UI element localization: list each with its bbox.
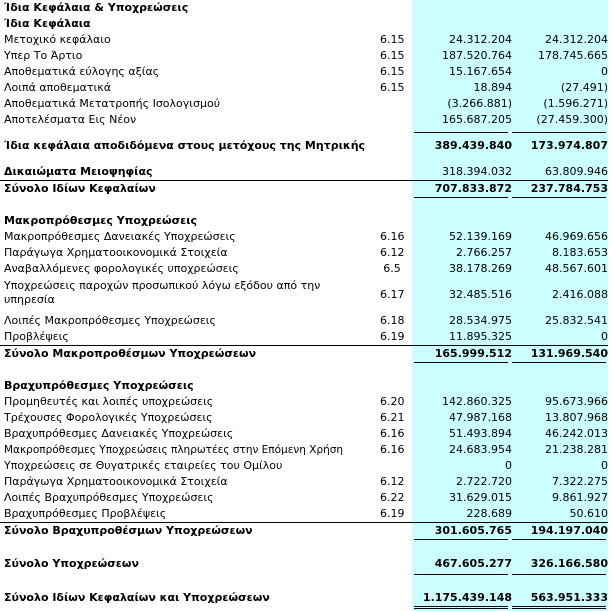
row-value-current: 301.605.765 xyxy=(434,524,512,537)
row-value-current: 467.605.277 xyxy=(434,557,512,570)
row-label: Λοιπά αποθεματικά xyxy=(4,81,111,94)
row-value-current: 228.689 xyxy=(466,507,512,520)
row-note: 6.16 xyxy=(380,427,405,440)
row-value-prior: 48.567.601 xyxy=(545,262,608,275)
equity-heading-row xyxy=(0,16,612,32)
row-value-prior: 326.166.580 xyxy=(530,557,608,570)
row-value-current: 15.167.654 xyxy=(449,65,512,78)
equity-heading: Ίδια Κεφάλαια xyxy=(4,17,91,30)
table-row xyxy=(0,490,612,506)
table-row xyxy=(0,474,612,490)
row-value-prior: 50.610 xyxy=(569,507,608,520)
row-note: 6.15 xyxy=(380,33,405,46)
row-value-current: 2.722.720 xyxy=(456,475,512,488)
row-note: 6.19 xyxy=(380,507,405,520)
row-value-prior: 13.807.968 xyxy=(545,411,608,424)
row-note: 6.15 xyxy=(380,65,405,78)
section-title-row xyxy=(0,0,612,16)
row-label: Σύνολο Ιδίων Κεφαλαίων xyxy=(4,182,156,195)
table-row xyxy=(0,279,612,311)
row-value-current: 2.766.257 xyxy=(456,246,512,259)
row-label: Σύνολο Υποχρεώσεων xyxy=(4,557,139,570)
equity-parent-row xyxy=(0,138,612,154)
row-value-current: 32.485.516 xyxy=(449,288,512,301)
row-value-current: 18.894 xyxy=(473,81,512,94)
row-value-current: 165.687.205 xyxy=(442,113,512,126)
row-value-current: 165.999.512 xyxy=(434,347,512,360)
total-underline xyxy=(512,539,606,540)
row-value-prior: 95.673.966 xyxy=(545,395,608,408)
table-row xyxy=(0,80,612,96)
table-row xyxy=(0,426,612,442)
row-value-current: 389.439.840 xyxy=(434,139,512,152)
row-value-current: 51.493.894 xyxy=(449,427,512,440)
table-row xyxy=(0,394,612,410)
row-value-current: 187.520.764 xyxy=(442,49,512,62)
total-underline xyxy=(512,574,606,575)
table-row xyxy=(0,410,612,426)
row-label: Λοιπές Μακροπρόθεσμες Υποχρεώσεις xyxy=(4,314,216,327)
row-value-prior: 24.312.204 xyxy=(545,33,608,46)
row-label: Παράγωγα Χρηματοοικονομικά Στοιχεία xyxy=(4,475,228,488)
row-value-prior: 2.416.088 xyxy=(552,288,608,301)
row-value-current: 38.178.269 xyxy=(449,262,512,275)
row-label: Μακροπρόθεσμες Δανειακές Υποχρεώσεις xyxy=(4,230,236,243)
total-underline xyxy=(414,362,508,363)
row-note: 6.5 xyxy=(383,262,401,275)
row-label: Αποθεματικά εύλογης αξίας xyxy=(4,65,160,78)
total-underline xyxy=(414,197,508,198)
row-value-prior: 21.238.281 xyxy=(545,443,608,456)
row-note: 6.22 xyxy=(380,491,405,504)
row-label: Τρέχουσες Φορολογικές Υποχρεώσεις xyxy=(4,411,213,424)
table-row xyxy=(0,458,612,474)
row-note: 6.15 xyxy=(380,49,405,62)
grand-total-underline xyxy=(512,606,606,607)
row-label: Βραχυπρόθεσμες Προβλέψεις xyxy=(4,507,167,520)
subtotal-rule xyxy=(512,132,606,133)
row-value-current: 52.139.169 xyxy=(449,230,512,243)
short-term-heading-row xyxy=(0,378,612,394)
row-note: 6.19 xyxy=(380,330,405,343)
row-label: Μετοχικό κεφάλαιο xyxy=(4,33,111,46)
row-note: 6.17 xyxy=(380,288,405,301)
row-label: Σύνολο Βραχυπροθέσμων Υποχρεώσεων xyxy=(4,524,253,537)
row-value-prior: 63.809.946 xyxy=(545,165,608,178)
table-row xyxy=(0,32,612,48)
row-value-current: 24.312.204 xyxy=(449,33,512,46)
row-value-current: 24.683.954 xyxy=(449,443,512,456)
row-label: Λοιπές Βραχυπρόθεσμες Υποχρεώσεις xyxy=(4,491,214,504)
row-label: Δικαιώματα Μειοψηφίας xyxy=(4,165,153,178)
page-title: Ίδια Κεφάλαια & Υποχρεώσεις xyxy=(4,1,189,14)
row-value-current: 0 xyxy=(505,459,512,472)
row-label: Βραχυπρόθεσμες Δανειακές Υποχρεώσεις xyxy=(4,427,234,440)
grand-total-underline xyxy=(512,608,606,609)
row-value-current: 707.833.872 xyxy=(434,182,512,195)
row-value-prior: 178.745.665 xyxy=(538,49,608,62)
row-value-current: 142.860.325 xyxy=(442,395,512,408)
row-label: Προβλέψεις xyxy=(4,330,69,343)
row-value-prior: 46.242.013 xyxy=(545,427,608,440)
total-underline xyxy=(414,539,508,540)
row-value-prior: 173.974.807 xyxy=(530,139,608,152)
row-value-current: 31.629.015 xyxy=(449,491,512,504)
table-row xyxy=(0,112,612,128)
row-value-prior: 7.322.275 xyxy=(552,475,608,488)
table-row xyxy=(0,96,612,112)
row-label: Σύνολο Ιδίων Κεφαλαίων και Υποχρεώσεων xyxy=(4,591,270,604)
row-note: 6.12 xyxy=(380,475,405,488)
row-label: Προμηθευτές και λοιπές υποχρεώσεις xyxy=(4,395,214,408)
long-term-heading-row xyxy=(0,213,612,229)
row-label: Αποτελέσματα Εις Νέον xyxy=(4,113,137,126)
row-note: 6.18 xyxy=(380,314,405,327)
table-row xyxy=(0,506,612,522)
row-label: Υπερ Το Άρτιο xyxy=(4,49,83,62)
row-value-prior: 25.832.541 xyxy=(545,314,608,327)
total-equity-row xyxy=(0,181,612,197)
row-value-prior: 0 xyxy=(601,330,608,343)
section-heading: Μακροπρόθεσμες Υποχρεώσεις xyxy=(4,214,198,227)
table-row xyxy=(0,313,612,329)
row-value-prior: (1.596.271) xyxy=(543,97,608,110)
subtotal-rule xyxy=(414,132,508,133)
row-label: Παράγωγα Χρηματοοικονομικά Στοιχεία xyxy=(4,246,228,259)
row-note: 6.15 xyxy=(380,81,405,94)
total-underline xyxy=(414,574,508,575)
grand-total-underline xyxy=(414,606,508,607)
table-row xyxy=(0,329,612,345)
table-row xyxy=(0,442,612,458)
row-label: Ίδια κεφάλαια αποδιδόμενα στους μετόχους της Μητρικής xyxy=(4,139,366,152)
total-short-term-row xyxy=(0,523,612,539)
total-underline xyxy=(512,197,606,198)
total-underline xyxy=(512,362,606,363)
row-value-prior: 563.951.333 xyxy=(530,591,608,604)
total-long-term-row xyxy=(0,346,612,362)
row-value-current: 11.895.325 xyxy=(449,330,512,343)
row-value-current: 47.987.168 xyxy=(449,411,512,424)
row-value-prior: 8.183.653 xyxy=(552,246,608,259)
row-value-prior: 9.861.927 xyxy=(552,491,608,504)
row-value-prior: 0 xyxy=(601,459,608,472)
table-row xyxy=(0,261,612,277)
row-value-prior: 46.969.656 xyxy=(545,230,608,243)
row-value-prior: 131.969.540 xyxy=(530,347,608,360)
table-row xyxy=(0,64,612,80)
minority-row xyxy=(0,164,612,180)
row-value-prior: (27.491) xyxy=(560,81,608,94)
row-label: Υποχρεώσεις σε Θυγατρικές εταιρείες του Ομίλου xyxy=(4,459,283,472)
row-note: 6.21 xyxy=(380,411,405,424)
row-note: 6.16 xyxy=(380,230,405,243)
section-heading: Βραχυπρόθεσμες Υποχρεώσεις xyxy=(4,379,194,392)
row-note: 6.12 xyxy=(380,246,405,259)
row-value-current: 28.534.975 xyxy=(449,314,512,327)
grand-total-row xyxy=(0,590,612,606)
row-value-prior: 0 xyxy=(601,65,608,78)
table-row xyxy=(0,245,612,261)
grand-total-underline xyxy=(414,608,508,609)
row-note: 6.20 xyxy=(380,395,405,408)
row-value-current: (3.266.881) xyxy=(447,97,512,110)
row-value-current: 318.394.032 xyxy=(442,165,512,178)
total-liabilities-row xyxy=(0,556,612,572)
row-label: Μακροπρόθεσμες Υποχρεώσεις πληρωτέες στην Επόμενη Χρήση xyxy=(4,444,344,456)
row-label: Αποθεματικά Μετατροπής Ισολογισμού xyxy=(4,97,221,110)
row-value-prior: 237.784.753 xyxy=(530,182,608,195)
row-value-prior: (27.459.300) xyxy=(536,113,608,126)
row-label: Αναβαλλόμενες φορολογικές υποχρεώσεις xyxy=(4,262,239,275)
table-row xyxy=(0,48,612,64)
row-value-current: 1.175.439.148 xyxy=(422,591,512,604)
row-label: Υποχρεώσεις παροχών προσωπικού λόγω εξόδου από την υπηρεσία xyxy=(4,279,321,306)
row-note: 6.16 xyxy=(380,443,405,456)
row-value-prior: 194.197.040 xyxy=(530,524,608,537)
table-row xyxy=(0,229,612,245)
row-label: Σύνολο Μακροπροθέσμων Υποχρεώσεων xyxy=(4,347,257,360)
